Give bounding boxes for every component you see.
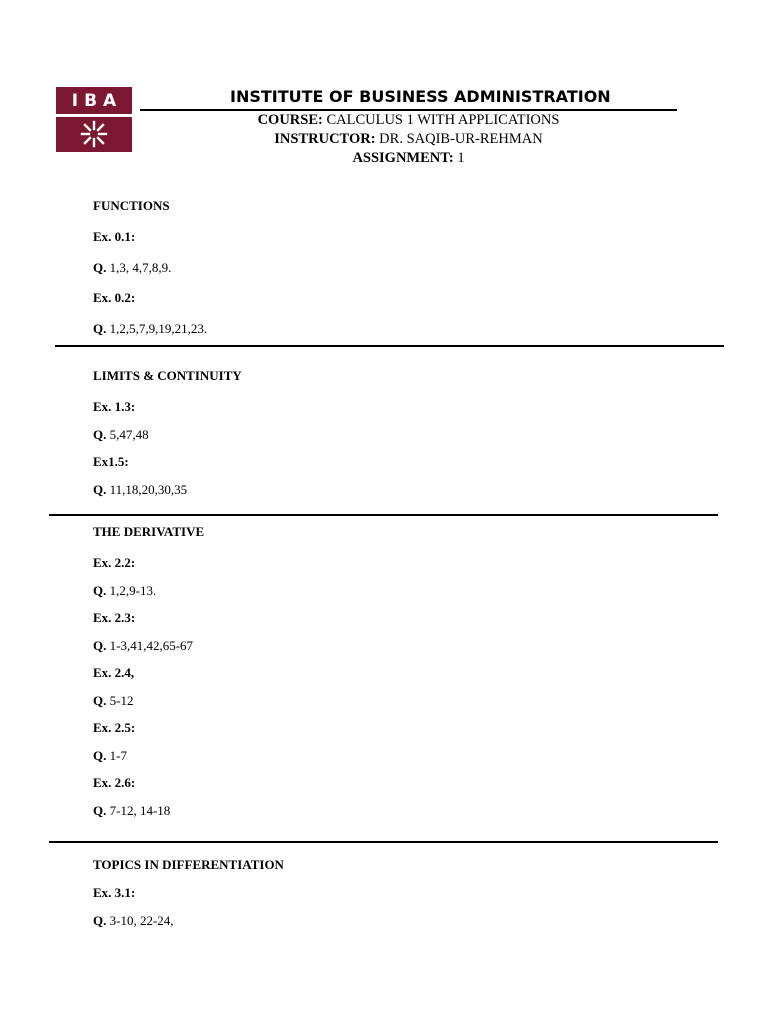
exercise-label: Ex1.5: [93, 454, 129, 469]
question-list [93, 427, 149, 443]
exercise-label: Ex. 0.2: [93, 290, 136, 305]
question-values: 1-3,41,42,65-67 [109, 638, 194, 653]
question-values: 1,3, 4,7,8,9. [109, 260, 172, 275]
institute-title: INSTITUTE OF BUSINESS ADMINISTRATION [230, 87, 611, 106]
question-label: Q. [93, 638, 107, 653]
question-values: 1,2,5,7,9,19,21,23. [109, 321, 208, 336]
question-label: Q. [93, 321, 107, 336]
instructor-line [140, 130, 677, 148]
question-label: Q. [93, 482, 107, 497]
section-heading-functions: FUNCTIONS [93, 198, 170, 213]
exercise-label: Ex. 2.6: [93, 775, 136, 790]
course-label: COURSE: [257, 112, 323, 128]
section-heading-derivative: THE DERIVATIVE [93, 524, 205, 539]
question-list [93, 260, 171, 276]
question-list [93, 482, 187, 498]
question-label: Q. [93, 913, 107, 928]
question-values: 5-12 [109, 693, 134, 708]
question-label: Q. [93, 693, 107, 708]
question-list [93, 913, 174, 929]
question-label: Q. [93, 748, 107, 763]
question-list [93, 638, 193, 654]
question-list [93, 693, 133, 709]
question-values: 1-7 [109, 748, 127, 763]
question-label: Q. [93, 427, 107, 442]
question-list [93, 748, 127, 764]
exercise-label: Ex. 2.5: [93, 720, 136, 735]
logo-divider [56, 114, 132, 117]
section-divider [49, 514, 718, 516]
exercise-label: Ex. 3.1: [93, 885, 136, 900]
question-label: Q. [93, 260, 107, 275]
exercise-label: Ex. 1.3: [93, 399, 136, 414]
iba-emblem-icon [80, 120, 108, 148]
exercise-label: Ex. 2.3: [93, 610, 136, 625]
course-value: CALCULUS 1 WITH APPLICATIONS [326, 112, 560, 128]
instructor-label: INSTRUCTOR: [274, 131, 376, 147]
section-divider [55, 345, 724, 347]
section-divider [49, 841, 718, 843]
assignment-value: 1 [457, 150, 465, 166]
instructor-value: DR. SAQIB-UR-REHMAN [379, 131, 543, 147]
course-line [140, 111, 677, 129]
section-heading-limits: LIMITS & CONTINUITY [93, 368, 242, 383]
iba-logo [56, 87, 132, 152]
question-values: 7-12, 14-18 [109, 803, 171, 818]
question-list [93, 583, 156, 599]
question-label: Q. [93, 803, 107, 818]
question-list [93, 321, 207, 337]
question-values: 1,2,9-13. [109, 583, 157, 598]
logo-text: IBA [71, 91, 123, 111]
question-list [93, 803, 170, 819]
exercise-label: Ex. 0.1: [93, 229, 136, 244]
question-label: Q. [93, 583, 107, 598]
question-values: 3-10, 22-24, [109, 913, 174, 928]
section-heading-differentiation: TOPICS IN DIFFERENTIATION [93, 857, 284, 872]
exercise-label: Ex. 2.2: [93, 555, 136, 570]
exercise-label: Ex. 2.4, [93, 665, 135, 680]
question-values: 11,18,20,30,35 [109, 482, 188, 497]
assignment-label: ASSIGNMENT: [352, 150, 454, 166]
assignment-line [140, 149, 677, 167]
question-values: 5,47,48 [109, 427, 149, 442]
